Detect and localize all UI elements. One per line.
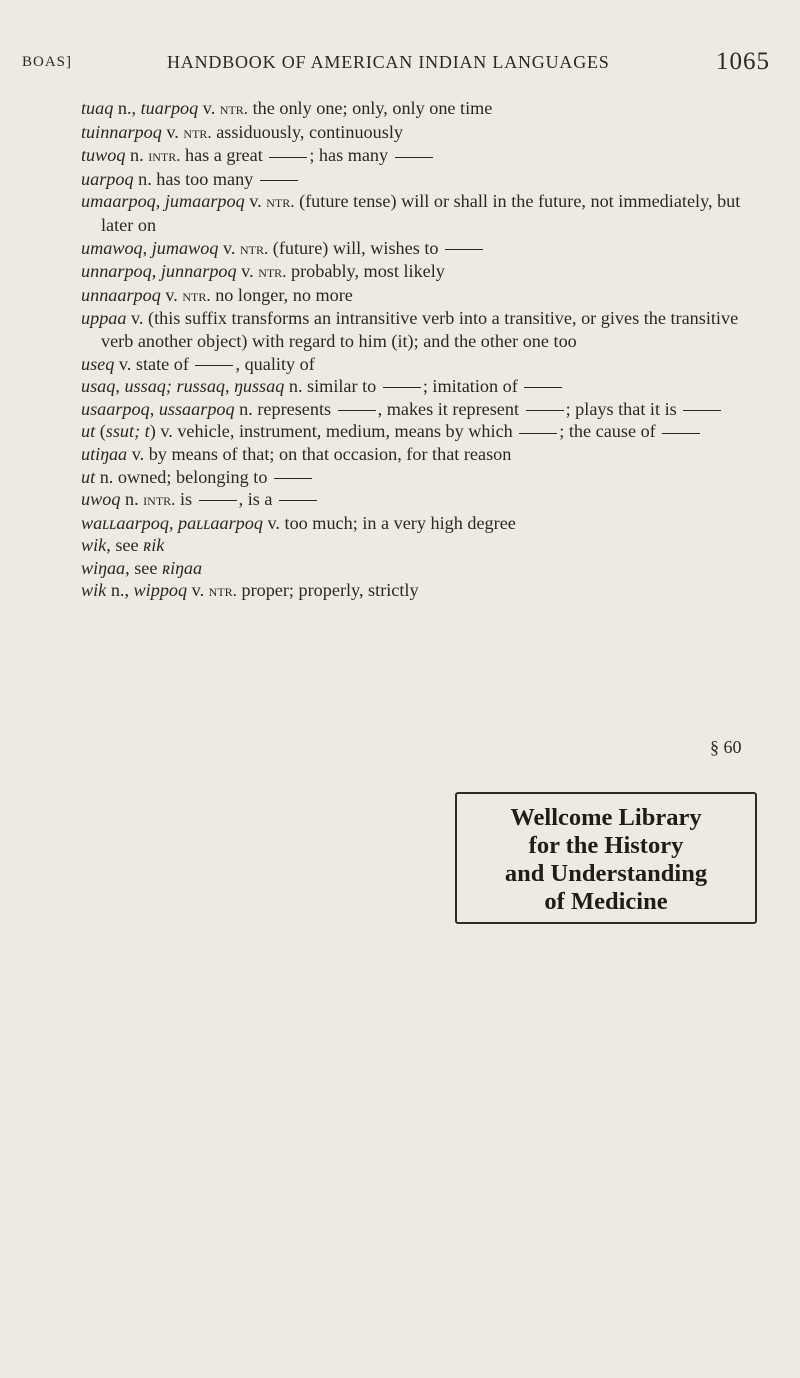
headword: uarpoq [81,168,134,189]
entry-text: , see [106,535,144,556]
dictionary-entry [81,284,771,308]
dictionary-entry [81,190,771,236]
blank-dash [524,387,562,388]
headword: unnarpoq [81,261,152,282]
entry-text: v. by means of that; on that occasion, for that reason [127,443,512,464]
dictionary-entry [81,168,771,191]
entry-text: ( [95,421,106,442]
stamp-line: Wellcome Library [510,804,702,831]
entry-text: n., [106,580,134,601]
headword: ussaarpoq [158,398,235,419]
grammar-abbrev: ntr. [258,262,287,282]
dictionary-entry [81,443,771,466]
headword: tuinnarpoq [81,121,162,142]
dictionary-entry [81,512,771,535]
headword: umaarpoq [81,191,156,212]
entry-text: , is a [238,489,278,510]
entry-text: n. has too many [133,168,258,189]
dictionary-entry [81,420,771,443]
dictionary-entry [81,534,771,557]
library-stamp [455,792,757,924]
headword: ut [81,421,96,442]
entry-text: ; plays that it is [565,398,682,419]
entry-text: , [149,398,159,419]
entry-text: v. (this suffix transforms an intransitive verb into a transitive, or gives the transitive verb another object) with regard to him (it); and the other one too [101,308,739,351]
stamp-line: and Understanding [504,860,708,887]
dictionary-entry [81,307,771,352]
headword: waʟʟaarpoq [81,512,169,533]
headword: wiŋaa [81,557,126,578]
dictionary-entry [81,579,771,603]
headword: unnaarpoq [81,284,161,305]
entry-text: (future) will, wishes to [268,237,444,258]
blank-dash [683,410,721,411]
entry-text: (future tense) will or shall in the future, not immediately, but later on [101,191,741,235]
dictionary-entry [81,488,771,512]
running-head-author: BOAS] [22,54,73,70]
dictionary-entry [81,466,771,489]
dictionary-entry [81,375,771,398]
entry-text: v. [244,191,267,212]
entry-text: , [115,376,125,397]
entry-text: , see [125,557,163,578]
headword: jumawoq [151,237,219,258]
grammar-abbrev: ntr. [208,581,237,601]
entry-text: n. represents [234,398,336,419]
headword: ssut; t [105,421,150,442]
blank-dash [338,410,376,411]
dictionary-entry [81,97,771,121]
blank-dash [445,249,483,250]
entry-text: v. state of [114,353,194,374]
dictionary-entry [81,398,771,421]
blank-dash [269,157,307,158]
entry-text: , [225,376,235,397]
entry-text: v. [198,98,220,118]
entry-text: assiduously, continuously [211,121,403,142]
headword: umawoq [81,237,143,258]
entry-text: n. [125,145,149,166]
entry-text: , [151,261,161,282]
entry-text: n., [113,98,141,118]
headword: uwoq [81,489,121,510]
entry-text: v. [187,580,209,601]
running-head-title: HANDBOOK OF AMERICAN INDIAN LANGUAGES [167,52,610,72]
headword: ut [81,466,96,487]
section-mark: § 60 [710,737,742,757]
entry-text: n. owned; belonging to [95,466,272,487]
entry-text: v. [160,284,183,305]
entry-text: v. [161,121,184,142]
headword: usaarpoq [81,398,150,419]
headword: wik [81,580,107,601]
headword: ŋussaq [234,376,285,397]
headword: wik [81,535,107,556]
entry-text: v. [218,237,240,258]
stamp-line: for the History [528,832,684,859]
headword: jumaarpoq [164,191,245,212]
entry-text: ) v. vehicle, instrument, medium, means by which [149,421,518,442]
dictionary-entry [81,144,771,168]
entry-text: ; imitation of [422,376,523,397]
blank-dash [526,410,564,411]
entry-text: n. [120,489,144,510]
grammar-abbrev: intr. [148,146,181,166]
entry-text: v. [236,261,259,282]
blank-dash [395,157,433,158]
entry-text: no longer, no more [210,284,353,305]
dictionary-entries [81,97,771,603]
entry-text: n. similar to [284,376,381,397]
headword: ussaq; russaq [124,376,226,397]
entry-text: probably, most likely [286,261,445,282]
headword: tuarpoq [140,98,199,118]
grammar-abbrev: ntr. [240,238,269,258]
grammar-abbrev: ntr. [183,122,212,142]
entry-text: has a great [180,145,268,166]
blank-dash [519,433,557,434]
entry-text: , [155,191,165,212]
entry-text: , [142,237,152,258]
headword: tuwoq [81,145,126,166]
headword: utiŋaa [81,443,128,464]
headword: usaq [81,376,116,397]
dictionary-entry [81,237,771,261]
blank-dash [195,365,233,366]
blank-dash [279,500,317,501]
dictionary-entry [81,260,771,284]
grammar-abbrev: ntr. [266,192,295,212]
headword: wippoq [133,580,188,601]
stamp-line: of Medicine [544,888,668,915]
dictionary-entry [81,557,771,580]
headword: junnarpoq [160,261,237,282]
entry-text: ; the cause of [559,421,661,442]
entry-text: , quality of [235,353,315,374]
blank-dash [383,387,421,388]
dictionary-entry [81,121,771,145]
grammar-abbrev: ntr. [219,99,249,118]
entry-text: , [168,512,179,533]
grammar-abbrev: intr. [143,490,176,510]
grammar-abbrev: ntr. [182,285,211,305]
headword: tuaq [81,98,114,118]
entry-text: ; has many [309,145,393,166]
headword: paʟʟaarpoq [178,512,263,533]
headword: uppaa [81,308,127,329]
entry-text: the only one; only, only one time [248,98,493,118]
entry-text: is [175,489,197,510]
entry-text: v. too much; in a very high degree [262,512,516,533]
dictionary-entry [81,353,771,376]
headword: useq [81,353,115,374]
headword: ʀiŋaa [162,557,203,578]
running-head [22,48,770,82]
blank-dash [274,478,312,479]
blank-dash [199,500,237,501]
entry-text: proper; properly, strictly [236,580,419,601]
page-number: 1065 [716,48,770,75]
blank-dash [662,433,700,434]
entry-text: , makes it represent [377,398,524,419]
blank-dash [260,180,298,181]
headword: ʀik [143,535,165,556]
